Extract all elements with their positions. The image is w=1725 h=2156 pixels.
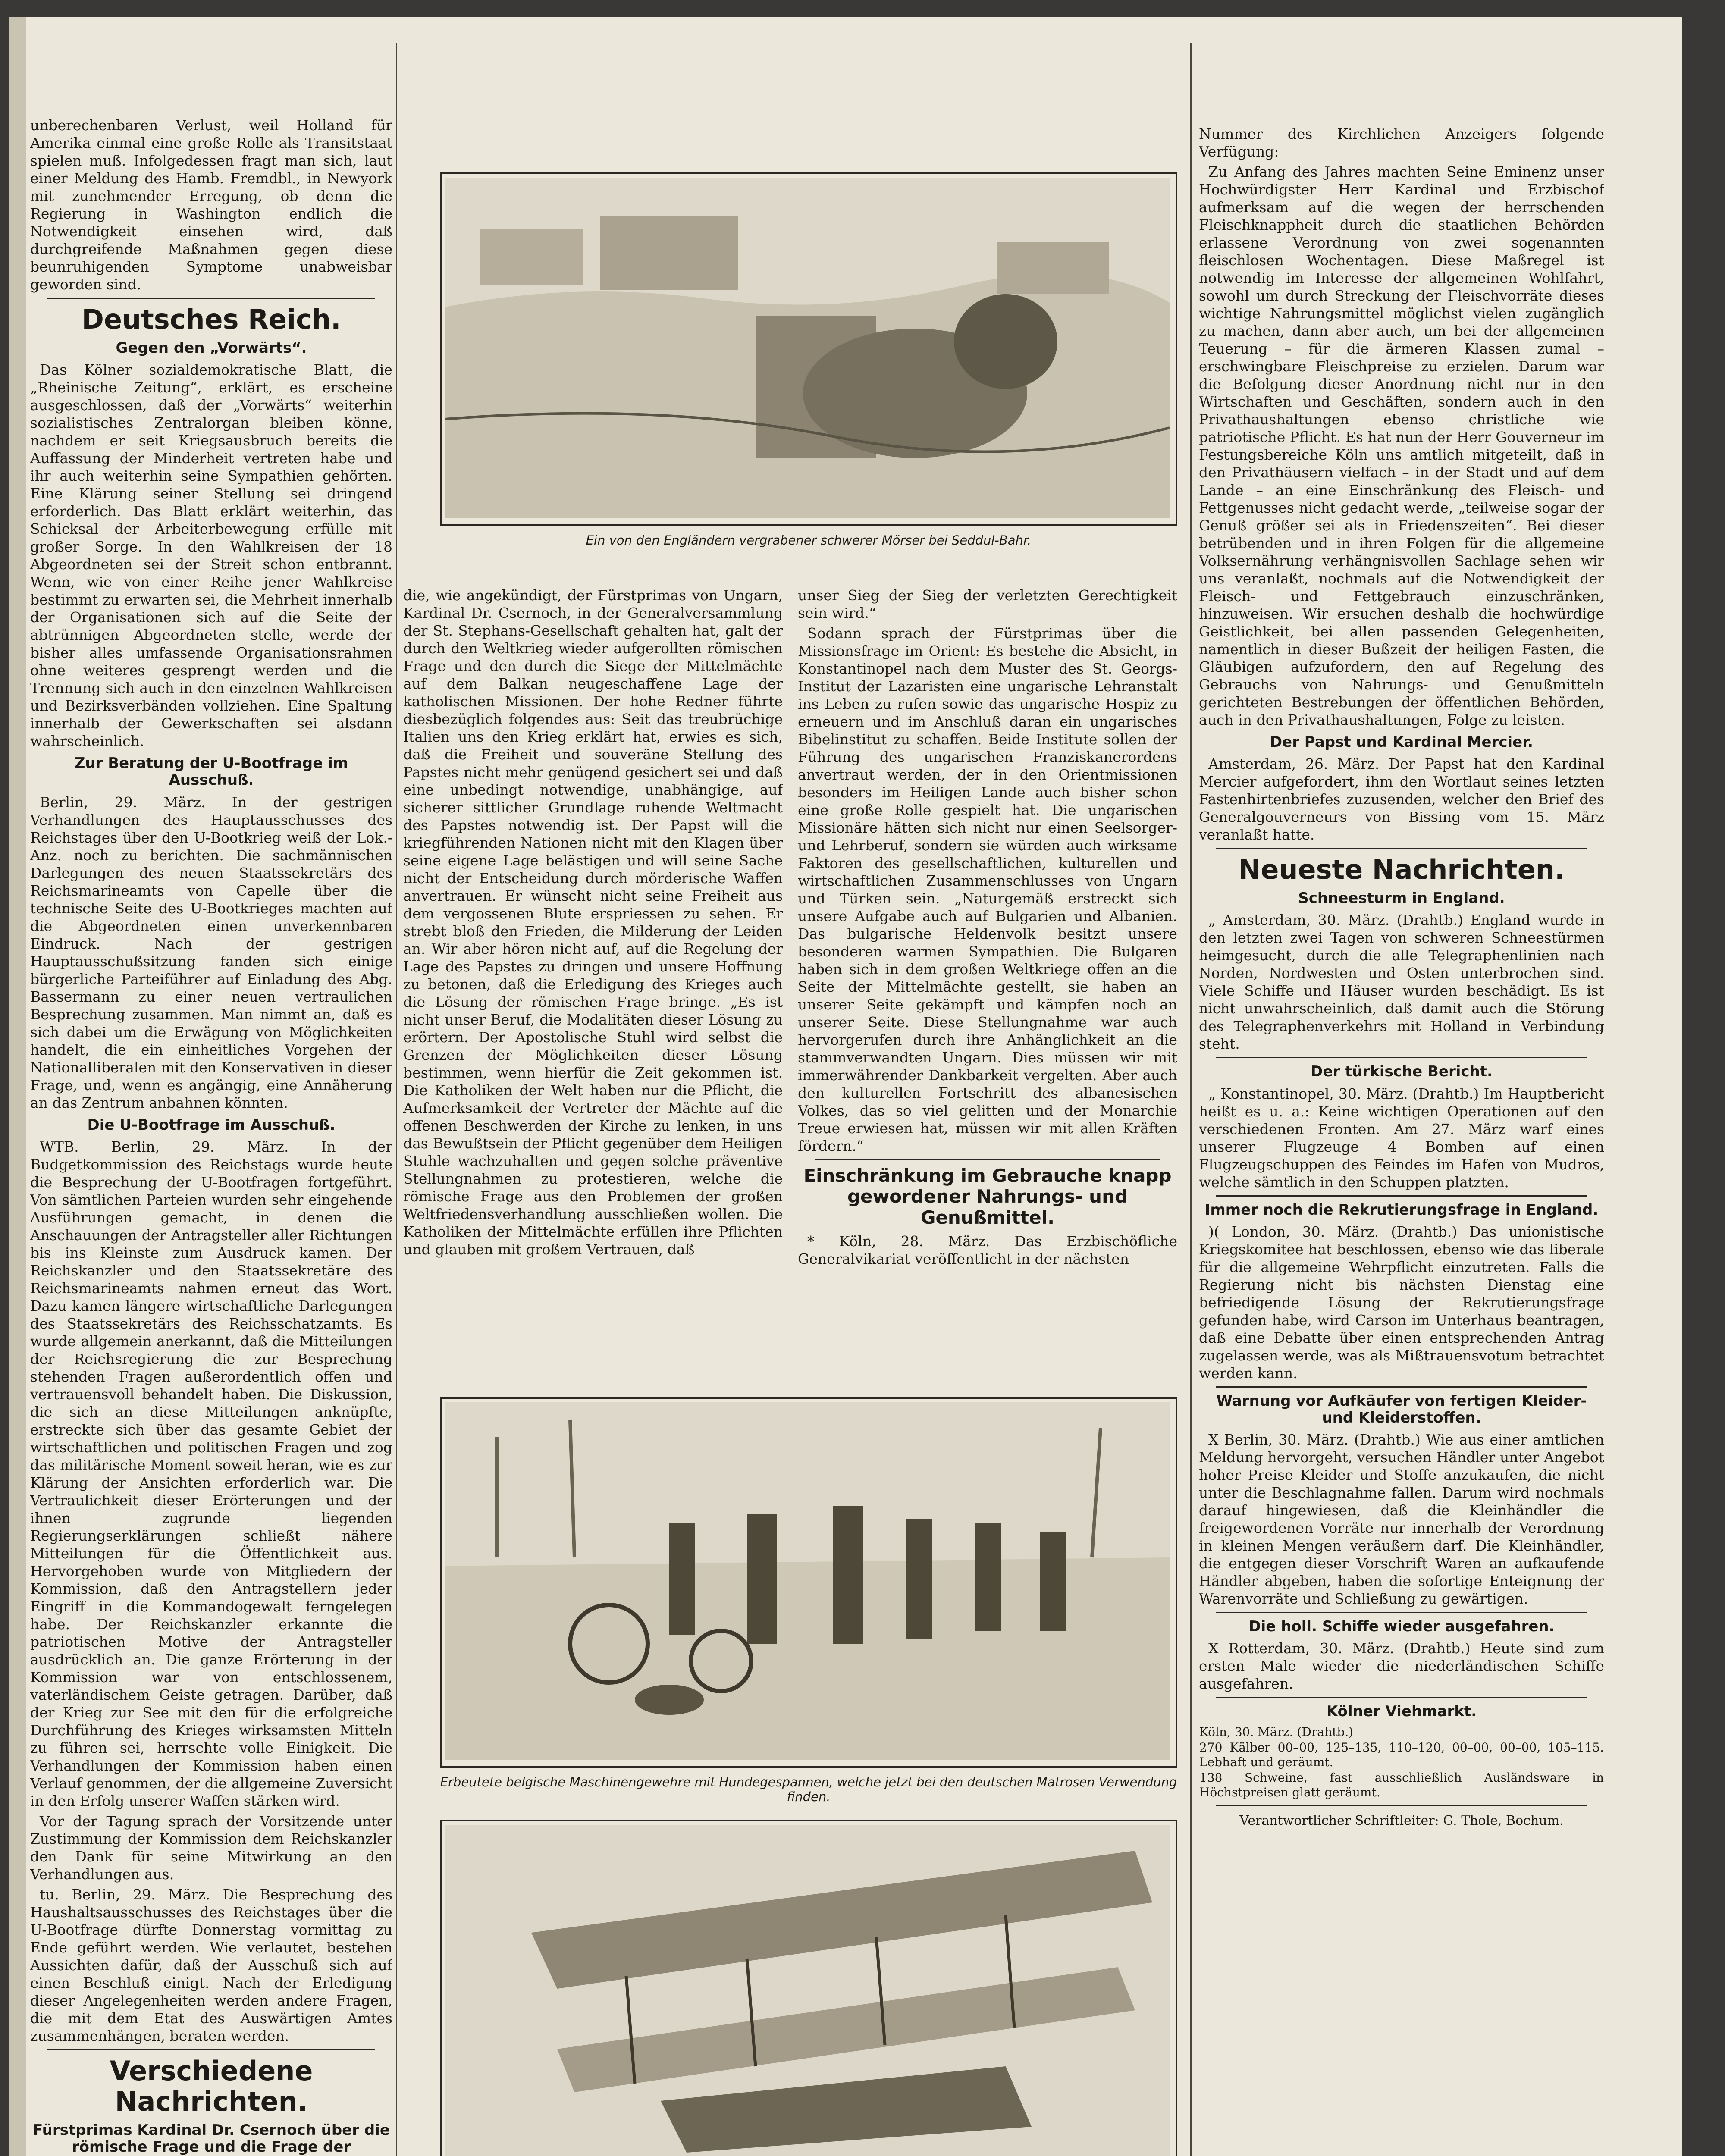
article-heading-tuerkisch: Der türkische Bericht. <box>1311 1063 1493 1081</box>
illustration-machine-guns <box>440 1397 1177 1811</box>
article-heading-schneesturm: Schneesturm in England. <box>1298 890 1505 907</box>
section-heading-verschiedene: Verschiedene Nachrichten. <box>110 2055 313 2117</box>
market-row <box>1199 1724 1604 1740</box>
separator <box>815 1159 1160 1160</box>
market-cell: 138 Schweine, fast ausschließlich Ausländsware in Höchstpreisen glatt geräumt. <box>1199 1771 1604 1800</box>
illustration-seaplane <box>440 1820 1177 2156</box>
market-row <box>1199 1740 1604 1770</box>
article-paragraph: Nummer des Kirchlichen Anzeigers folgende Verfügung: <box>1199 125 1604 160</box>
seaplane-drawing <box>445 1825 1170 2156</box>
separator <box>1216 1805 1587 1806</box>
machine-guns-drawing <box>445 1402 1170 1760</box>
separator <box>1216 848 1587 849</box>
market-cell: Köln, 30. März. (Drahtb.) <box>1199 1725 1354 1739</box>
illustration-mortar <box>440 172 1177 569</box>
separator <box>1216 1195 1587 1197</box>
mortar-drawing <box>445 178 1170 518</box>
article-heading-rekrutierung: Immer noch die Rekrutierungsfrage in England. <box>1204 1201 1599 1219</box>
market-cell: 270 Kälber 00–00, 125–135, 110–120, 00–00, 00–00, 105–115. Lebhaft und geräumt. <box>1199 1740 1604 1770</box>
column-1 <box>30 116 392 2156</box>
column-rule <box>396 43 397 2156</box>
column-4 <box>1199 125 1604 2156</box>
separator <box>1216 1057 1587 1058</box>
separator <box>1216 1386 1587 1388</box>
market-row <box>1199 1770 1604 1800</box>
article-paragraph: unser Sieg der Sieg der verletzten Gerechtigkeit sein wird.“ <box>798 587 1177 621</box>
article-heading-uboot-ausschuss: Die U-Bootfrage im Ausschuß. <box>87 1116 336 1134</box>
article-heading-warnung: Warnung vor Aufkäufer von fertigen Kleider- und Kleiderstoffen. <box>1216 1392 1587 1426</box>
article-paragraph: die, wie angekündigt, der Fürstprimas von Ungarn, Kardinal Dr. Csernoch, in der Generalversammlung der St. Stephans-Gesellschaft gehalten hat, galt der durch den Weltkrieg wieder aufgerollten römischen Frage und den durch die Siege der Mittelmächte auf dem Balkan neugeschaffene Lage der katholischen Missionen. Der hohe Redner führte diesbezüglich folgendes aus: Seit das treubrüchige Italien uns den Krieg erklärt hat, erwies es sich, daß die Freiheit und souveräne Stellung des Papstes nicht mehr genügend gesichert sei und daß eine unbedingt notwendige, unabhängige, auf sicherer sittlicher Grundlage ruhende Weltmacht des Papstes notwendig ist. Der Papst will die kriegführenden Nationen nicht mit den Klagen über seine eigene Lage belästigen und will seine Sache nicht der Entscheidung durch mörderische Waffen anvertrauen. Er wünscht nicht seine Freiheit aus dem vergossenen Blute erspriessen zu sehen. Er strebt bloß den Frieden, die Milderung der Leiden an. Wir aber hören nicht auf, auf die Regelung der Lage des Papstes zu dringen und unsere Hoffnung zu betonen, daß die Erledigung des Krieges auch die Lösung der römischen Frage bringe. „Es ist nicht unser Beruf, die Modalitäten dieser Lösung zu erörtern. Der Apostolische Stuhl wird selbst die Grenzen der Möglichkeiten dieser Lösung bestimmen, wenn hierfür die Zeit gekommen ist. Die Katholiken der Welt haben nur die Pflicht, die Aufmerksamkeit der Vertreter der Mächte auf die offenen Beschwerden der Kirche zu lenken, in uns das Bewußtsein der Pflicht gegenüber dem Heiligen Stuhle wachzuhalten und gegen solche präventive Stellungnahmen zu protestieren, welche die römische Frage aus den Problemen der großen Weltfriedensverhandlung ausschließen wollen. Die Katholiken der Mittelmächte erfüllen ihre Pflichten und glauben mit großem Vertrauen, daß <box>403 587 783 1258</box>
article-paragraph: )( London, 30. März. (Drahtb.) Das unionistische Kriegskomitee hat beschlossen, ebenso wie das liberale für die allgemeine Wehrpflicht einzutreten. Falls die Regierung nicht bis nächsten Dienstag eine befriedigende Lösung der Rekrutierungsfrage gefunden habe, wird Carson im Unterhaus beantragen, daß eine Debatte über einen entsprechenden Antrag zugelassen werde, was als Mißtrauensvotum betrachtet werden kann. <box>1199 1223 1604 1382</box>
separator <box>1216 1697 1587 1698</box>
column-rule <box>1190 43 1192 2156</box>
article-heading-holl-schiffe: Die holl. Schiffe wieder ausgefahren. <box>1248 1617 1555 1635</box>
column-2 <box>403 586 783 1393</box>
article-heading-vorwaerts: Gegen den „Vorwärts“. <box>116 339 307 357</box>
market-heading: Kölner Viehmarkt. <box>1326 1702 1477 1720</box>
article-paragraph: „ Konstantinopel, 30. März. (Drahtb.) Im Hauptbericht heißt es u. a.: Keine wichtigen Operationen auf den verschiedenen Fronten. Am 27. März warf eines unserer Flugzeuge 4 Bomben auf einen Flugzeugschuppen des Feindes im Hafen von Mudros, welche sämtlich in den Schuppen platzten. <box>1199 1085 1604 1191</box>
separator <box>47 298 375 299</box>
separator <box>47 2049 375 2050</box>
caption-machine-guns: Erbeutete belgische Maschinengewehre mit Hundegespannen, welche jetzt bei den deutschen Matrosen Verwendung finden. <box>440 1775 1177 1804</box>
article-paragraph: X Rotterdam, 30. März. (Drahtb.) Heute sind zum ersten Male wieder die niederländischen Schiffe ausgefahren. <box>1199 1639 1604 1692</box>
article-paragraph: Zu Anfang des Jahres machten Seine Eminenz unser Hochwürdigster Herr Kardinal und Erzbischof aufmerksam auf die wegen der herrschenden Fleischknappheit durch die staatlichen Behörden erlassene Verordnung von zwei sogenannten fleischlosen Wochentagen. Diese Maßregel ist notwendig im Interesse der allgemeinen Wohlfahrt, sowohl um durch Streckung der Fleischvorräte dieses wichtige Nahrungsmittel möglichst vielen zugänglich zu machen, dann aber auch, um bei der allgemeinen Teuerung – für die ärmeren Klassen zumal – erschwingbare Fleischpreise zu erzielen. Darum war die Befolgung dieser Anordnung nicht nur in den Wirtschaften und Geschäften, sondern auch in den Privathaushaltungen ebenso christliche wie patriotische Pflicht. Es hat nun der Herr Gouverneur im Festungsbereiche Köln uns amtlich mitgeteilt, daß in den Privathäusern vielfach – in der Stadt und auf dem Lande – an eine Einschränkung des Fleisch- und Fettgenusses nicht gedacht werde, „teilweise sogar der Genuß größer sei als in Friedenszeiten“. Bei dieser betrübenden und in ihren Folgen für die allgemeine Volksernährung verhängnisvollen Sachlage sehen wir uns veranlaßt, nochmals auf die Notwendigkeit der Fleisch- und Fettgebrauch einzuschränken, hinzuweisen. Wir ersuchen deshalb die hochwürdige Geistlichkeit, bei allen passenden Gelegenheiten, namentlich in dieser Bußzeit der heiligen Fasten, die Gläubigen aufzufordern, den auf Regelung des Gebrauchs von Nahrungs- und Genußmitteln gerichteten Bestrebungen der öffentlichen Behörden, auch in den Privathaushaltungen, Folge zu leisten. <box>1199 163 1604 728</box>
article-paragraph: Vor der Tagung sprach der Vorsitzende unter Zustimmung der Kommission dem Reichskanzler den Dank für seine Mitwirkung an den Verhandlungen aus. <box>30 1812 392 1883</box>
binding-strip <box>9 17 26 2156</box>
article-heading-uboot-beratung: Zur Beratung der U-Bootfrage im Ausschuß. <box>74 755 348 789</box>
article-paragraph: * Köln, 28. März. Das Erzbischöfliche Generalvikariat veröffentlicht in der nächsten <box>798 1232 1177 1267</box>
article-paragraph: Berlin, 29. März. In der gestrigen Verhandlungen des Hauptausschusses des Reichstages über den U-Bootkrieg weiß der Lok.-Anz. noch zu berichten. Die sachmännischen Darlegungen des neuen Staatssekretärs des Reichsmarineamts von Capelle über die technische Seite des U-Bootkrieges machten auf die Abgeordneten einen unverkennbaren Eindruck. Nach der gestrigen Hauptausschußsitzung fanden sich einige bürgerliche Parteiführer auf Einladung des Abg. Bassermann zu einer neuen vertraulichen Besprechung zusammen. Man nimmt an, daß es sich dabei um die Erwägung von Möglichkeiten handelt, die ein einheitliches Vorgehen der Nationalliberalen mit den Konservativen in dieser Frage, und, wenn es angängig, eine Annäherung an das Zentrum anbahnen könnten. <box>30 793 392 1111</box>
separator <box>1216 1612 1587 1613</box>
article-paragraph: Amsterdam, 26. März. Der Papst hat den Kardinal Mercier aufgefordert, ihm den Wortlaut seines letzten Fastenhirtenbriefes zuzusenden, welcher den Brief des Generalgouverneurs von Bissing vom 15. März veranlaßt hatte. <box>1199 755 1604 843</box>
editor-footer: Verantwortlicher Schriftleiter: G. Thole, Bochum. <box>1239 1813 1564 1829</box>
article-paragraph: WTB. Berlin, 29. März. In der Budgetkommission des Reichstags wurde heute die Besprechung der U-Bootfragen fortgeführt. Von sämtlichen Parteien wurden sehr eingehende Ausführungen gemacht, in denen die Anschauungen der Antragsteller aller Richtungen bis ins Kleinste zum Ausdruck kamen. Der Reichskanzler und den Staatssekretäre des Reichsmarineamts nahmen erneut das Wort. Dazu kamen längere wirtschaftliche Darlegungen des Staatssekretärs des Reichsschatzamts. Es wurde allgemein anerkannt, daß die Mitteilungen der Reichsregierung die zur Besprechung stehenden Fragen außerordentlich offen und vertrauensvoll behandelt haben. Die Diskussion, die sich an diese Mitteilungen anknüpfte, erstreckte sich über das gesamte Gebiet der wirtschaftlichen und politischen Fragen und zog das militärische Moment soweit heran, wie es zur Klärung der Ansichten erforderlich war. Die Vertraulichkeit dieser Erörterungen und der ihnen zugrunde liegenden Regierungserklärungen schließt nähere Mitteilungen für die Öffentlichkeit aus. Hervorgehoben wurde von Mitgliedern der Kommission, daß den Antragstellern jeder Eingriff in die Kommandogewalt ferngelegen habe. Der Reichskanzler erkannte die patriotischen Motive der Antragsteller ausdrücklich an. Die ganze Erörterung in der Kommission war von entschlossenem, vaterländischem Geiste getragen. Darüber, daß der Krieg zur See mit den für die erfolgreiche Durchführung des Krieges wirksamsten Mitteln zu führen sei, herrschte volle Einigkeit. Die Verhandlungen der Kommission haben einen Verlauf genommen, der die allgemeine Zuversicht in den Erfolg unserer Waffen stärken wird. <box>30 1138 392 1809</box>
column-3 <box>798 586 1177 1393</box>
article-paragraph: tu. Berlin, 29. März. Die Besprechung des Haushaltsausschusses des Reichstages über die U-Bootfrage dürfte Donnerstag vormittag zu Ende geführt werden. Wie verlautet, bestehen Aussichten dafür, daß der Ausschuß sich auf einen Beschluß einigt. Nach der Erledigung dieser Angelegenheiten werden andere Fragen, die mit dem Etat des Auswärtigen Amtes zusammenhängen, beraten werden. <box>30 1886 392 2044</box>
article-heading-einschraenkung: Einschränkung im Gebrauche knapp gewordener Nahrungs- und Genußmittel. <box>803 1165 1172 1228</box>
caption-mortar: Ein von den Engländern vergrabener schwerer Mörser bei Seddul-Bahr. <box>586 533 1032 548</box>
market-table <box>1199 1724 1604 1800</box>
section-heading-neueste: Neueste Nachrichten. <box>1238 854 1565 886</box>
article-heading-csernoch: Fürstprimas Kardinal Dr. Csernoch über die römische Frage und die Frage der <box>33 2122 390 2156</box>
article-paragraph: „ Amsterdam, 30. März. (Drahtb.) England wurde in den letzten zwei Tagen von schweren Schneestürmen heimgesucht, durch die alle Telegraphenlinien nach Norden, Nordwesten und Osten unterbrochen sind. Viele Schiffe und Häuser wurden beschädigt. Es ist nicht unwahrscheinlich, daß damit auch die Störung des Telegraphenverkehrs mit Holland in Verbindung steht. <box>1199 912 1604 1053</box>
article-paragraph: Das Kölner sozialdemokratische Blatt, die „Rheinische Zeitung“, erklärt, es erscheine ausgeschlossen, daß der „Vorwärts“ weiterhin sozialistisches Zentralorgan bleiben könne, nachdem er seit Kriegsausbruch bereits die Auffassung der Minderheit vertreten habe und ihr auch weiterhin seine Sympathien gehörten. Eine Klärung seiner Stellung sei dringend erforderlich. Das Blatt erklärt weiterhin, das Schicksal der Arbeiterbewegung erfülle mit großer Sorge. In den Wahlkreisen der 18 Abgeordneten sei der Streit schon entbrannt. Wenn, wie von einer Reihe jener Wahlkreise bestimmt zu erwarten sei, die Mehrheit innerhalb der Organisationen sich auf die Seite der abtrünnigen Abgeordneten stelle, werde der bisher alles umfassende Organisationsrahmen ohne weiteres gesprengt werden und die Trennung sich auch in den einzelnen Wahlkreisen und Bezirksverbänden vollziehen. Eine Spaltung innerhalb der Gewerkschaften sei alsdann wahrscheinlich. <box>30 361 392 750</box>
article-heading-papst: Der Papst und Kardinal Mercier. <box>1270 733 1534 751</box>
article-intro: unberechenbaren Verlust, weil Holland für Amerika einmal eine große Rolle als Transitstaat spielen muß. Infolgedessen fragt man sich, laut einer Meldung des Hamb. Fremdbl., in Newyork mit zunehmender Erregung, ob denn die Regierung in Washington endlich die Notwendigkeit einsehen wird, daß durchgreifende Maßnahmen gegen diese beunruhigenden Symptome unabweisbar geworden sind. <box>30 117 392 293</box>
article-paragraph: Sodann sprach der Fürstprimas über die Missionsfrage im Orient: Es bestehe die Absicht, in Konstantinopel nach dem Muster des St. Georgs-Institut der Lazaristen eine ungarische Lehranstalt ins Leben zu rufen sowie das ungarische Hospiz zu erneuern und im Anschluß daran ein ungarisches Bibelinstitut zu schaffen. Beide Institute sollen der Führung des ungarischen Franziskanerordens anvertraut werden, der in den Orientmissionen besonders im Heiligen Lande auch bisher schon eine große Rolle gespielt hat. Die ungarischen Missionäre hätten sich nicht nur einen Seelsorger- und Lehrberuf, sondern sie würden auch wirksame Faktoren des gesellschaftlichen, kulturellen und wirtschaftlichen Zusammenschlusses von Ungarn und Türken sein. „Naturgemäß erstreckt sich unsere Aufgabe auch auf Bulgarien und Albanien. Das bulgarische Heldenvolk besitzt unsere besonderen warmen Sympathien. Die Bulgaren haben sich in dem großen Weltkriege offen an die Seite der Mittelmächte gestellt, sie haben an unserer Seite gekämpft und kämpfen noch an unserer Seite. Diese Stellungnahme war auch hervorgerufen durch ihre Anhänglichkeit an die stammverwandten Ungarn. Dies müssen wir mit immerwährender Dankbarkeit vergelten. Aber auch den kulturellen Fortschritt des albanesischen Volkes, das so viel gelitten und der Monarchie Treue erwiesen hat, müssen wir mit allen Kräften fördern.“ <box>798 625 1177 1154</box>
article-paragraph: X Berlin, 30. März. (Drahtb.) Wie aus einer amtlichen Meldung hervorgeht, versuchen Händler unter Angebot hoher Preise Kleider und Stoffe anzukaufen, die nicht unter die Beschlagnahme fallen. Darum wird nochmals darauf hingewiesen, daß die Kleinhändler die freigewordenen Vorräte nur innerhalb der Verordnung in kleinen Mengen veräußern darf. Die Kleinhändler, die entgegen dieser Vorschrift Waren an aufkaufende Händler abgeben, haben die sofortige Enteignung der Warenvorräte und Schließung zu gewärtigen. <box>1199 1431 1604 1607</box>
section-heading-deutsches-reich: Deutsches Reich. <box>82 304 341 335</box>
newspaper-page <box>9 17 1682 2156</box>
